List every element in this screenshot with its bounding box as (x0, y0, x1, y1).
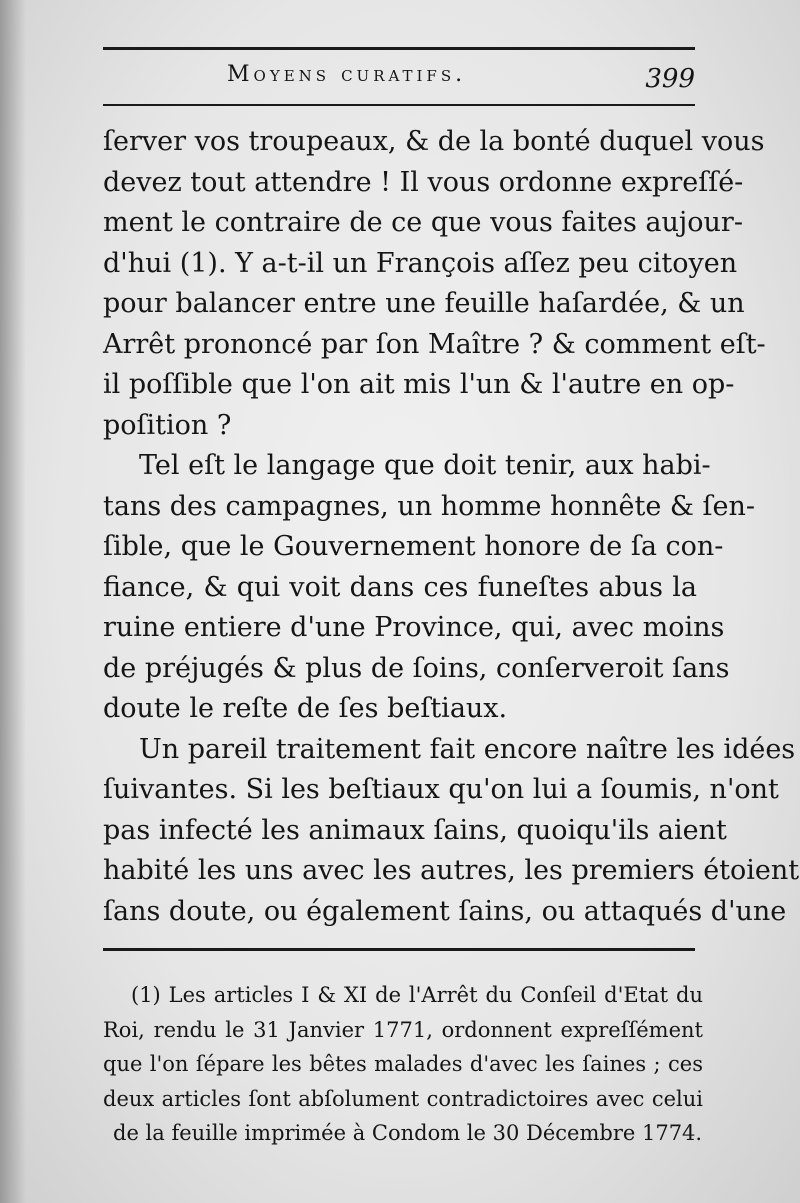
text-line: pour balancer entre une feuille haſardée, & un (103, 288, 745, 319)
text-line: ſible, que le Gouvernement honore de ſa con- (103, 531, 724, 562)
footnote-line: que l'on ſépare les bêtes malades d'avec les ſaines ; ces (103, 1052, 703, 1076)
text-line: doute le reſte de ſes beſtiaux. (103, 693, 508, 724)
footnote-line: (1) Les articles I & XI de l'Arrêt du Conſeil d'Etat du (131, 983, 703, 1007)
text-line: ſans doute, ou également ſains, ou attaqués d'une (103, 895, 787, 927)
text-line: ſerver vos troupeaux, & de la bonté duquel vous (103, 126, 765, 157)
text-line: il poſſible que l'on ait mis l'un & l'autre en op- (103, 369, 735, 400)
footnote-rule (103, 948, 695, 951)
footnote-line: de la feuille imprimée à Condom le 30 Décembre 1774. (113, 1121, 703, 1145)
text-line: Arrêt prononcé par ſon Maître ? & comment eſt- (103, 328, 766, 360)
text-line: pas infecté les animaux ſains, quoiqu'ils aient (103, 814, 727, 846)
footnote-line: deux articles ſont abſolument contradictoires avec celui (103, 1086, 703, 1111)
text-line: fiance, & qui voit dans ces funeſtes abus la (103, 571, 697, 603)
top-rule (103, 47, 695, 50)
text-line: de préjugés & plus de ſoins, conſerveroit ſans (103, 652, 730, 684)
page-number: 399 (645, 64, 695, 94)
text-line: tans des campagnes, un homme honnête & ſen- (103, 490, 756, 522)
text-line: ruine entiere d'une Province, qui, avec moins (103, 612, 725, 643)
running-title: Moyens curatifs. (227, 62, 467, 87)
text-line: Un pareil traitement fait encore naître les idées (139, 733, 796, 765)
text-line: poſition ? (103, 409, 232, 441)
running-head (103, 62, 695, 98)
footnote (103, 978, 703, 1151)
text-line: Tel eſt le langage que doit tenir, aux habi- (139, 450, 711, 481)
header-rule (103, 104, 695, 106)
text-line: devez tout attendre ! Il vous ordonne expreſſé- (103, 166, 744, 198)
text-line: d'hui (1). Y a-t-il un François aſſez peu citoyen (103, 247, 738, 279)
text-line: habité les uns avec les autres, les premiers étoient (103, 855, 800, 886)
footnote-line: Roi, rendu le 31 Janvier 1771, ordonnent expreſſément (103, 1017, 703, 1042)
body-text (103, 122, 800, 932)
text-line: ment le contraire de ce que vous faites aujour- (103, 207, 743, 238)
text-line: ſuivantes. Si les beſtiaux qu'on lui a ſoumis, n'ont (103, 774, 779, 805)
